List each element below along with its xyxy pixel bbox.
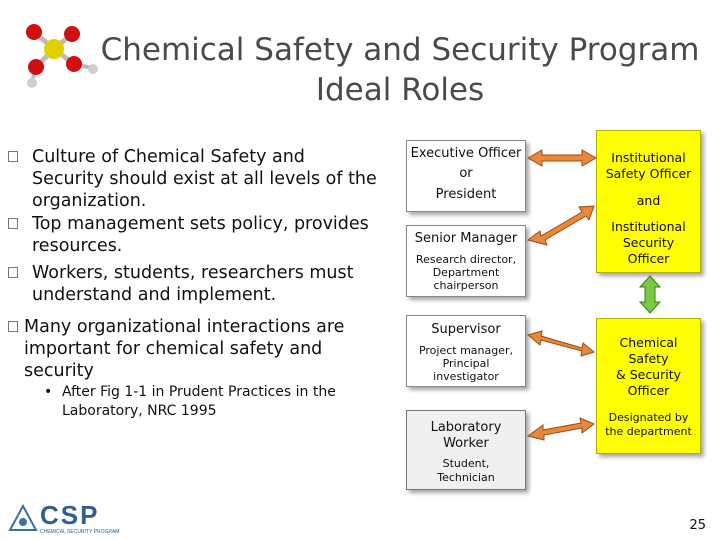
logo-text: CSP <box>40 500 100 530</box>
logo-tagline: CHEMICAL SECURITY PROGRAM <box>40 529 120 535</box>
chemical-line-2: Safety <box>628 351 669 366</box>
double-arrow-icon <box>528 206 594 245</box>
page-number: 25 <box>689 518 706 533</box>
supervisor-desc-1: Project manager, <box>418 344 514 357</box>
supervisor-desc-3: investigator <box>433 370 499 383</box>
vertical-arrow-icon <box>640 276 660 313</box>
institutional-line-4: Institutional <box>611 219 686 234</box>
worker-title-2: Worker <box>443 436 489 451</box>
executive-president: President <box>435 187 497 202</box>
bullet-text: Workers, students, researchers must understand and implement. <box>32 263 354 305</box>
supervisor-title: Supervisor <box>431 322 501 337</box>
main-bullet-text: Many organizational interactions are important for chemical safety and security <box>24 317 345 381</box>
senior-desc-3: chairperson <box>433 279 499 292</box>
csp-logo <box>8 500 148 538</box>
institutional-line-1: Institutional <box>611 150 686 165</box>
chemical-line-3: & Security <box>615 367 682 382</box>
double-arrow-icon <box>528 331 594 356</box>
title-line-2: Ideal Roles <box>315 72 485 108</box>
worker-title-1: Laboratory <box>430 420 502 435</box>
bullet-text: Top management sets policy, provides resources. <box>32 214 369 256</box>
executive-or: or <box>459 166 473 181</box>
executive-title: Executive Officer <box>410 146 522 161</box>
senior-desc-2: Department <box>432 266 500 279</box>
supervisor-desc-2: Principal <box>442 357 490 370</box>
worker-desc-2: Technician <box>437 471 495 484</box>
institutional-and: and <box>636 193 661 208</box>
logo-emblem-icon <box>8 504 38 534</box>
sub-bullet-text: After Fig 1-1 in Prudent Practices in the Laboratory, NRC 1995 <box>62 384 336 419</box>
institutional-line-5: Security <box>622 235 675 250</box>
worker-desc-1: Student, <box>442 457 490 470</box>
double-arrow-icon <box>528 418 594 440</box>
institutional-line-6: Officer <box>627 251 670 266</box>
dot-bullet-icon: • <box>44 384 53 400</box>
chemical-line-6: the department <box>605 425 692 438</box>
title-line-1: Chemical Safety and Security Program <box>100 32 700 68</box>
bullet-text: Culture of Chemical Safety and Security should exist at all levels of the organization. <box>32 147 377 211</box>
double-arrow-icon <box>528 150 596 166</box>
senior-title: Senior Manager <box>414 231 518 246</box>
senior-desc-1: Research director, <box>415 253 517 266</box>
institutional-line-2: Safety Officer <box>605 166 692 181</box>
chemical-line-1: Chemical <box>619 335 678 350</box>
chemical-line-4: Officer <box>627 383 670 398</box>
chemical-line-5: Designated by <box>608 411 689 424</box>
